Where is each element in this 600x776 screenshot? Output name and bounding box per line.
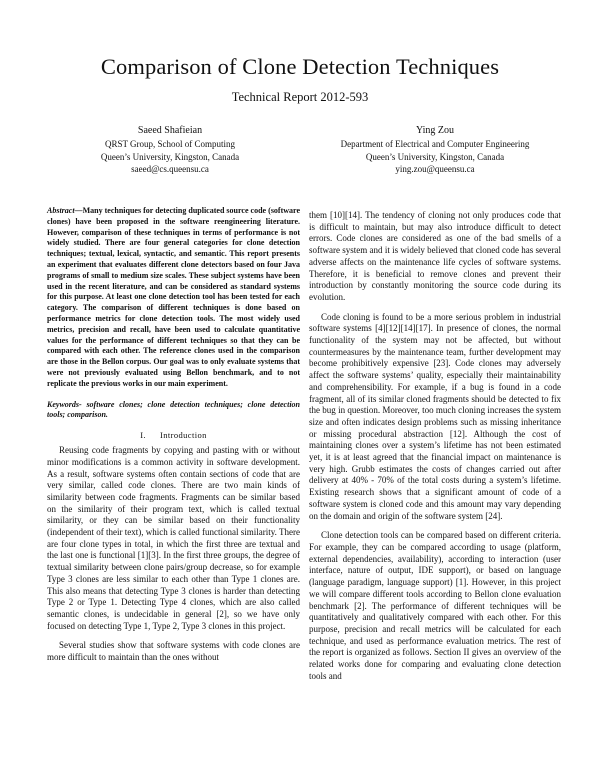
body-paragraph: Code cloning is found to be a more serious problem in industrial software systems [4][12][14][17]. In presence of clones, the normal functionality of the system may not be affected, but without countermeasures by the maintenance team, further development may become prohibitively expensive [23]. Code clones may adversely affect the software systems’ quality, especially their maintainability and comprehensibility. For example, if a bug is found in a code fragment, all of its similar cloned fragments should be detected to fix the bug in question. Moreover, too much cloning increases the system size and often indicates design problems such as missing inheritance or missing procedural abstraction [12]. Although the cost of maintaining clones over a system’s lifetime has not been estimated yet, it is at least agreed that the financial impact on maintenance is very high. Grubb estimates the costs of changes carried out after delivery at 40% - 70% of the total costs during a system’s lifetime. Existing research shows that a significant amount of code of a software system is cloned code and this amount may vary depending on the domain and origin of the software system [24]. bbox=[309, 311, 561, 521]
left-column bbox=[47, 206, 300, 672]
abstract-text: Many techniques for detecting duplicated source code (software clones) have been proposed in the software reengineering literature. However, comparison of these techniques in terms of performance is not widely studied. There are four general categories for clone detection techniques; textual, lexical, syntactic, and semantic. This report presents an experiment that evaluates different clone detectors based on four Java programs of small to medium size scales. These subject systems have been used in the recent literature, and can be considered as standard systems for this purpose. At least one clone detection tool has been tested for each category. The comparison of different techniques is done based on performance metrics for clone detection tools. The most widely used metrics, precision and recall, have been used to calculate quantitative values for the performance of different techniques so that they can be compared with each other. The reference clones used in the comparison are those in the Bellon corpus. Our goal was to only evaluate systems that were not previously evaluated using Bellon benchmark, and to not replicate the previous works in our main experiment. bbox=[47, 206, 300, 388]
section-heading bbox=[47, 429, 300, 441]
body-paragraph: Reusing code fragments by copying and pasting with or without minor modifications is a common activity in software development. As a result, software systems often contain sections of code that are very similar, called code clones. There are two main kinds of similarity between code fragments. Fragments can be similar based on the similarity of their program text, which is called textual similarity, or they can be similar based on their functionality (independent of their text), which is called functional similarity. There are four clone types in total, in which the first three are textual and the last one is functional [1][3]. In the first three groups, the degree of textual similarity between clone pairs/group decrease, so for example Type 3 clones are less similar to each other than Type 1 clones are. This also means that detecting Type 3 clones is harder than detecting Type 2 or Type 1. Detecting Type 4 clones, which are also called semantic clones, is undecidable in general [2], so we have only focused on detecting Type 1, Type 2, Type 3 clones in this project. bbox=[47, 445, 300, 631]
right-column bbox=[309, 210, 561, 690]
report-number: Technical Report 2012-593 bbox=[231, 90, 369, 104]
paper-title: Comparison of Clone Detection Techniques bbox=[100, 54, 500, 79]
author-email: ying.zou@queensu.ca bbox=[395, 164, 475, 174]
author-email: saeed@cs.queensu.ca bbox=[131, 164, 209, 174]
section-title: Introduction bbox=[159, 430, 207, 441]
author-name: Ying Zou bbox=[415, 125, 455, 136]
author-name: Saeed Shafieian bbox=[137, 125, 203, 136]
body-paragraph: Clone detection tools can be compared based on different criteria. For example, they can be compared according to usage (platform, external dependencies, availability), according to interaction (user interface, nature of output, IDE support), or based on language (language paradigm, language support) [1]. However, in this project we will compare different tools according to Bellon clone evaluation benchmark [2]. The performance of different techniques will be quantitatively and qualitatively compared with each other. For this purpose, precision and recall metrics will be calculated for each technique, and used as performance evaluation metrics. The rest of the report is organized as follows. Section II gives an overview of the related works done for comparing and evaluating clone detection tools and bbox=[309, 530, 561, 681]
abstract-label: Abstract— bbox=[47, 206, 83, 215]
body-paragraph: them [10][14]. The tendency of cloning not only produces code that is difficult to maintain, but may also introduce difficult to detect errors. Code clones are considered as one of the bad smells of a software system and it is widely believed that cloned code has several adverse affects on the maintenance life cycles of software systems. Therefore, it is beneficial to remove clones and prevent their introduction by constantly monitoring the source code during its evolution. bbox=[309, 210, 561, 302]
author-affiliation: QRST Group, School of Computing bbox=[104, 139, 236, 149]
author-institution: Queen’s University, Kingston, Canada bbox=[100, 151, 240, 162]
author-affiliation: Department of Electrical and Computer Engineering bbox=[340, 139, 530, 149]
author-block-1 bbox=[40, 124, 300, 176]
keywords: Keywords- software clones; clone detection techniques; clone detection tools; comparison. bbox=[47, 399, 300, 420]
author-institution: Queen’s University, Kingston, Canada bbox=[365, 151, 505, 162]
body-paragraph: Several studies show that software systems with code clones are more difficult to maintain than the ones without bbox=[47, 640, 300, 663]
abstract bbox=[47, 206, 300, 390]
author-block-2 bbox=[300, 124, 570, 176]
section-number: I. bbox=[140, 430, 146, 441]
